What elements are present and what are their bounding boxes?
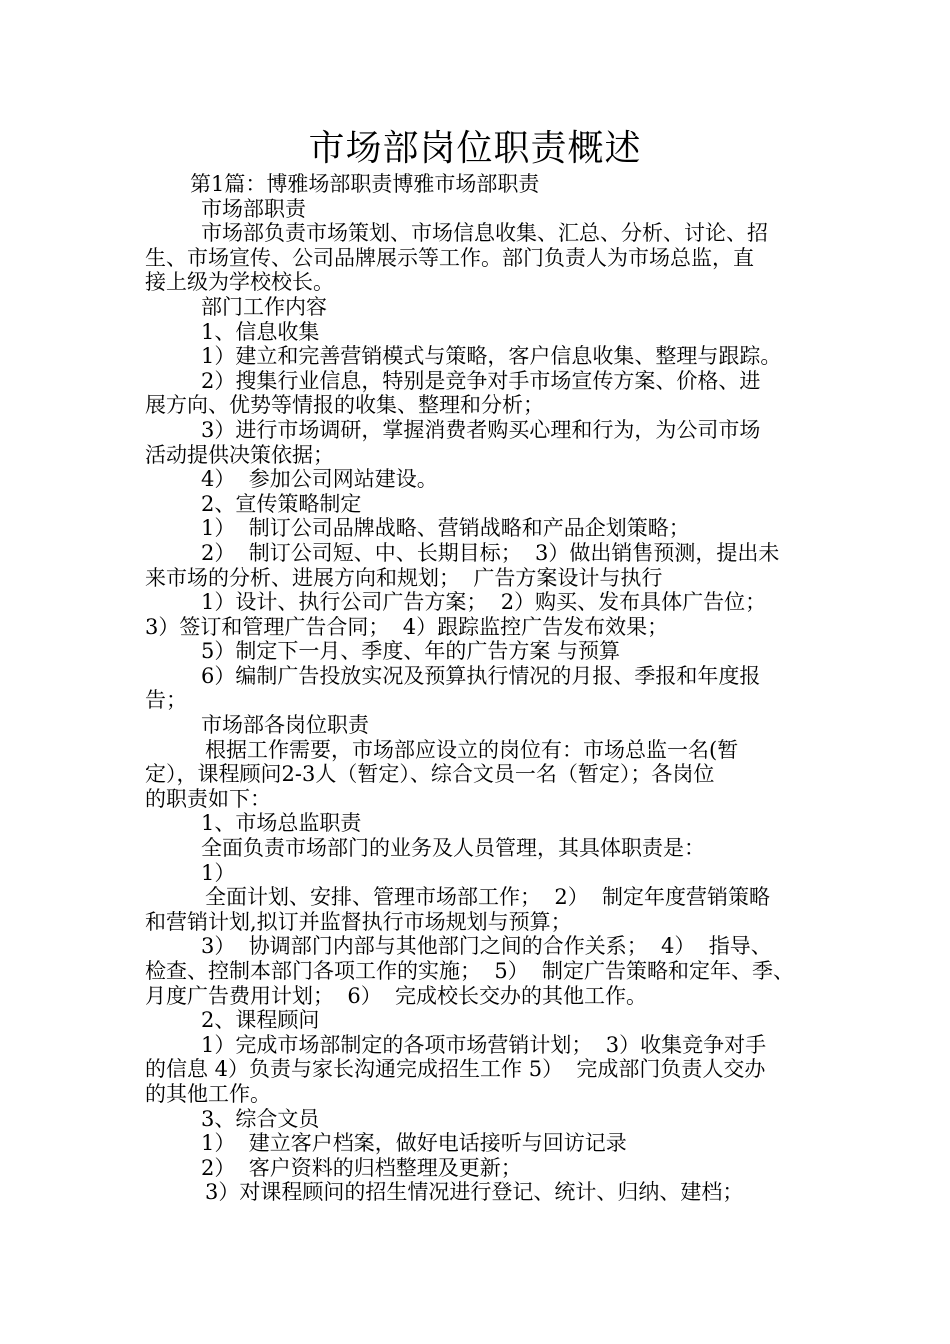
text-line: 活动提供决策依据； [145,442,334,467]
text-line: 4） 参加公司网站建设。 [201,467,438,492]
text-line: 全面负责市场部门的业务及人员管理，其具体职责是： [201,836,705,861]
text-line: 接上级为学校校长。 [145,270,334,295]
text-line: 1） 制订公司品牌战略、营销战略和产品企划策略； [201,516,690,541]
text-line: 3、综合文员 [201,1106,320,1131]
text-line: 3）签订和管理广告合同； 4）跟踪监控广告发布效果； [145,614,669,639]
text-line: 2、宣传策略制定 [201,491,362,516]
text-line: 1、市场总监职责 [201,811,362,836]
text-line: 2、课程顾问 [201,1008,320,1033]
text-line: 生、市场宣传、公司品牌展示等工作。部门负责人为市场总监，直 [145,245,754,270]
text-line: 告； [145,688,187,713]
text-line: 3）进行市场调研，掌握消费者购买心理和行为，为公司市场 [201,417,761,442]
text-line: 部门工作内容 [201,294,327,319]
text-line: 的职责如下： [145,786,271,811]
text-line: 检查、控制本部门各项工作的实施； 5） 制定广告策略和定年、季、 [145,959,795,983]
text-line: 市场部负责市场策划、市场信息收集、汇总、分析、讨论、招 [201,221,768,246]
text-line: 1）建立和完善营销模式与策略，客户信息收集、整理与跟踪。 [201,344,782,369]
text-line: 的信息 4）负责与家长沟通完成招生工作 5） 完成部门负责人交办 [145,1057,766,1082]
text-line: 2） 客户资料的归档整理及更新； [201,1155,522,1180]
text-line: 3）对课程顾问的招生情况进行登记、统计、归纳、建档； [205,1180,744,1205]
text-line: 来市场的分析、进展方向和规划； 广告方案设计与执行 [145,565,663,590]
text-line: 全面计划、安排、管理市场部工作； 2） 制定年度营销策略 [205,885,771,910]
document-body [145,172,835,1205]
text-line: 展方向、优势等情报的收集、整理和分析； [145,393,544,418]
text-line: 2）搜集行业信息，特别是竞争对手市场宣传方案、价格、进 [201,368,761,393]
text-line: 6）编制广告投放实况及预算执行情况的月报、季报和年度报 [201,663,761,688]
text-line: 1）完成市场部制定的各项市场营销计划； 3）收集竞争对手 [201,1032,767,1057]
text-line: 市场部职责 [201,196,306,221]
text-line: 第1篇：博雅场部职责博雅市场部职责 [190,172,540,196]
text-line: 1、信息收集 [201,319,320,344]
text-line: 根据工作需要，市场部应设立的岗位有：市场总监一名(暂 [205,737,739,762]
text-line: 和营销计划,拟订并监督执行市场规划与预算； [145,909,572,934]
text-line: 定），课程顾问2-3人（暂定）、综合文员一名（暂定）；各岗位 [145,762,715,787]
text-line: 1） [201,860,236,885]
text-line: 月度广告费用计划； 6） 完成校长交办的其他工作。 [145,983,648,1008]
document-title: 市场部岗位职责概述 [308,128,642,169]
text-line: 的其他工作。 [145,1081,271,1106]
text-line: 3） 协调部门内部与其他部门之间的合作关系； 4） 指导、 [201,934,772,959]
text-line: 2） 制订公司短、中、长期目标； 3）做出销售预测，提出未 [201,540,780,565]
text-line: 市场部各岗位职责 [201,713,369,738]
text-line: 5）制定下一月、季度、年的广告方案 与预算 [201,639,621,664]
text-line: 1）设计、执行公司广告方案； 2）购买、发布具体广告位； [201,590,767,615]
text-line: 1） 建立客户档案，做好电话接听与回访记录 [201,1131,627,1156]
